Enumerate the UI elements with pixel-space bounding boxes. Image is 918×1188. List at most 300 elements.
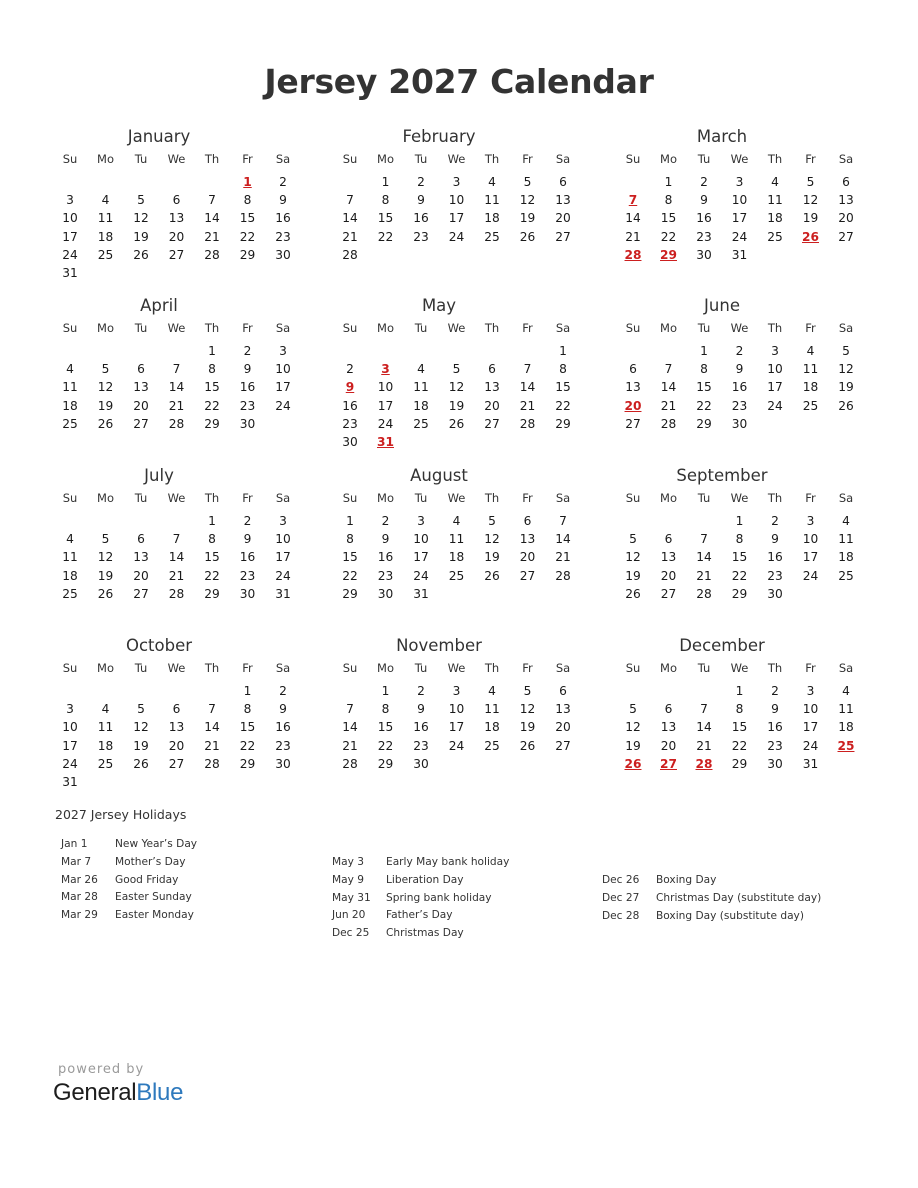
- day-cell: 15: [377, 720, 394, 735]
- day-cell: 19: [838, 380, 854, 395]
- day-cell: 11: [97, 211, 114, 226]
- weekday-header: Mo: [377, 321, 394, 335]
- weekday-header: Tu: [697, 661, 711, 675]
- day-cell: 19: [97, 568, 114, 583]
- day-cell: 2: [243, 344, 252, 358]
- weekday-header: Mo: [660, 661, 677, 675]
- day-cell: 30: [767, 756, 783, 771]
- weekday-header: We: [730, 321, 749, 335]
- day-cell: 18: [838, 720, 854, 735]
- day-cell: 18: [413, 398, 429, 413]
- weekday-header: Tu: [414, 661, 428, 675]
- day-cell: 15: [239, 720, 256, 735]
- day-cell: 12: [133, 211, 149, 226]
- weekday-header: Mo: [377, 661, 394, 675]
- holiday-name: Christmas Day: [386, 927, 464, 940]
- day-cell: 10: [731, 193, 748, 208]
- day-cell: 13: [484, 380, 500, 395]
- day-cell: 17: [275, 550, 291, 565]
- holiday-day-cell: 1: [243, 175, 252, 189]
- day-cell: 27: [133, 586, 149, 601]
- day-cell: 11: [62, 380, 78, 395]
- day-cell: 20: [519, 550, 536, 565]
- day-cell: 13: [625, 380, 641, 395]
- day-cell: 14: [625, 211, 641, 226]
- day-cell: 15: [696, 380, 712, 395]
- day-cell: 7: [172, 362, 181, 377]
- day-cell: 29: [239, 247, 256, 262]
- day-cell: 14: [204, 211, 220, 226]
- day-cell: 21: [342, 738, 358, 753]
- day-cell: 3: [452, 175, 461, 189]
- day-cell: 21: [519, 398, 536, 413]
- day-cell: 26: [97, 416, 114, 431]
- powered-by-text: powered by: [58, 1062, 145, 1077]
- day-cell: 31: [802, 756, 819, 771]
- day-cell: 10: [377, 380, 394, 395]
- day-cell: 5: [806, 175, 815, 189]
- holiday-name: Spring bank holiday: [386, 891, 492, 904]
- day-cell: 4: [66, 532, 74, 547]
- day-cell: 23: [342, 416, 358, 431]
- weekday-header: Mo: [660, 321, 677, 335]
- day-cell: 25: [62, 416, 78, 431]
- day-cell: 12: [484, 532, 500, 547]
- day-cell: 1: [664, 175, 673, 189]
- day-cell: 22: [239, 738, 256, 753]
- day-cell: 12: [97, 380, 114, 395]
- day-cell: 6: [842, 175, 850, 189]
- day-cell: 2: [700, 175, 708, 189]
- day-cell: 2: [346, 362, 354, 377]
- day-cell: 1: [700, 344, 708, 358]
- holiday-day-cell: 25: [837, 738, 855, 753]
- weekday-header: Fr: [805, 152, 816, 166]
- day-cell: 16: [342, 398, 358, 413]
- holiday-name: Good Friday: [115, 873, 179, 886]
- day-cell: 9: [243, 532, 252, 547]
- day-cell: 8: [700, 362, 708, 377]
- day-cell: 18: [484, 720, 500, 735]
- day-cell: 28: [696, 586, 712, 601]
- day-cell: 7: [346, 702, 354, 717]
- weekday-header: Su: [62, 661, 78, 675]
- day-cell: 9: [417, 702, 425, 717]
- day-cell: 12: [519, 193, 536, 208]
- weekday-header: Sa: [555, 491, 571, 505]
- weekday-header: Mo: [97, 661, 114, 675]
- holiday-name: Father’s Day: [386, 909, 453, 922]
- day-cell: 5: [452, 362, 461, 377]
- weekday-header: Sa: [838, 321, 854, 335]
- day-cell: 14: [342, 211, 358, 226]
- day-cell: 21: [342, 229, 358, 244]
- day-cell: 17: [448, 720, 465, 735]
- day-cell: 24: [62, 756, 78, 771]
- holiday-day-cell: 3: [381, 362, 390, 377]
- day-cell: 16: [731, 380, 748, 395]
- day-cell: 10: [802, 702, 819, 717]
- day-cell: 8: [735, 702, 744, 717]
- day-cell: 7: [700, 702, 708, 717]
- day-cell: 6: [523, 514, 532, 528]
- day-cell: 30: [239, 416, 256, 431]
- day-cell: 9: [279, 702, 287, 717]
- day-cell: 16: [413, 211, 429, 226]
- weekday-header: Th: [484, 661, 500, 675]
- day-cell: 10: [62, 211, 78, 226]
- day-cell: 31: [731, 247, 748, 262]
- day-cell: 26: [448, 416, 465, 431]
- day-cell: 10: [802, 532, 819, 547]
- day-cell: 11: [97, 720, 114, 735]
- day-cell: 23: [696, 229, 712, 244]
- day-cell: 22: [204, 568, 220, 583]
- holiday-day-cell: 28: [695, 756, 713, 771]
- day-cell: 14: [696, 550, 712, 565]
- holiday-date: May 9: [332, 873, 365, 886]
- day-cell: 8: [243, 193, 252, 208]
- day-cell: 6: [137, 362, 145, 377]
- day-cell: 21: [555, 550, 571, 565]
- day-cell: 16: [239, 380, 256, 395]
- day-cell: 5: [137, 702, 145, 717]
- day-cell: 5: [101, 532, 110, 547]
- day-cell: 17: [62, 738, 78, 753]
- day-cell: 13: [133, 380, 149, 395]
- weekday-header: Sa: [555, 321, 571, 335]
- day-cell: 25: [97, 756, 114, 771]
- day-cell: 15: [555, 380, 571, 395]
- day-cell: 15: [204, 550, 220, 565]
- day-cell: 31: [275, 586, 291, 601]
- day-cell: 27: [133, 416, 149, 431]
- day-cell: 19: [484, 550, 500, 565]
- day-cell: 17: [802, 720, 819, 735]
- day-cell: 24: [448, 738, 465, 753]
- weekday-header: Tu: [134, 491, 148, 505]
- weekday-header: Fr: [242, 661, 253, 675]
- brand-part-general: General: [53, 1079, 137, 1106]
- day-cell: 22: [696, 398, 712, 413]
- day-cell: 23: [239, 398, 256, 413]
- day-cell: 27: [660, 586, 677, 601]
- day-cell: 24: [413, 568, 429, 583]
- day-cell: 27: [519, 568, 536, 583]
- day-cell: 24: [802, 568, 819, 583]
- month-name: May: [421, 296, 457, 315]
- weekday-header: Su: [62, 152, 78, 166]
- day-cell: 20: [660, 738, 677, 753]
- day-cell: 1: [559, 344, 567, 358]
- day-cell: 3: [452, 684, 461, 698]
- weekday-header: We: [447, 321, 466, 335]
- day-cell: 19: [133, 229, 149, 244]
- day-cell: 17: [377, 398, 394, 413]
- day-cell: 10: [413, 532, 429, 547]
- day-cell: 31: [62, 775, 78, 789]
- weekday-header: Su: [62, 491, 78, 505]
- day-cell: 11: [484, 702, 500, 717]
- holiday-day-cell: 27: [660, 756, 677, 771]
- month-name: July: [144, 466, 174, 485]
- day-cell: 23: [239, 568, 256, 583]
- weekday-header: We: [447, 152, 466, 166]
- day-cell: 3: [279, 514, 287, 528]
- day-cell: 23: [767, 568, 783, 583]
- weekday-header: Fr: [522, 321, 533, 335]
- weekday-header: Fr: [805, 491, 816, 505]
- day-cell: 11: [448, 532, 465, 547]
- day-cell: 20: [484, 398, 500, 413]
- day-cell: 28: [555, 568, 571, 583]
- day-cell: 16: [377, 550, 394, 565]
- day-cell: 28: [168, 586, 185, 601]
- day-cell: 22: [555, 398, 571, 413]
- holiday-day-cell: 31: [377, 435, 394, 449]
- day-cell: 12: [133, 720, 149, 735]
- day-cell: 3: [66, 193, 74, 208]
- day-cell: 20: [555, 720, 571, 735]
- day-cell: 25: [484, 229, 500, 244]
- day-cell: 14: [660, 380, 677, 395]
- day-cell: 1: [735, 514, 744, 528]
- day-cell: 16: [413, 720, 429, 735]
- day-cell: 30: [413, 756, 429, 771]
- weekday-header: Fr: [522, 152, 533, 166]
- weekday-header: Fr: [242, 491, 253, 505]
- day-cell: 3: [279, 344, 287, 358]
- day-cell: 22: [731, 738, 748, 753]
- day-cell: 24: [448, 229, 465, 244]
- day-cell: 13: [168, 211, 185, 226]
- day-cell: 28: [342, 756, 358, 771]
- holiday-date: Mar 26: [61, 873, 98, 886]
- holiday-date: Dec 28: [602, 909, 640, 922]
- day-cell: 27: [168, 247, 185, 262]
- day-cell: 29: [731, 756, 748, 771]
- day-cell: 10: [448, 193, 465, 208]
- weekday-header: Su: [625, 661, 641, 675]
- weekday-header: We: [167, 152, 186, 166]
- holiday-day-cell: 26: [802, 229, 819, 244]
- day-cell: 18: [484, 211, 500, 226]
- day-cell: 29: [555, 416, 571, 431]
- holiday-date: Dec 27: [602, 891, 640, 904]
- day-cell: 18: [838, 550, 854, 565]
- weekday-header: Fr: [805, 661, 816, 675]
- day-cell: 22: [204, 398, 220, 413]
- weekday-header: We: [730, 661, 749, 675]
- day-cell: 24: [377, 416, 394, 431]
- day-cell: 17: [62, 229, 78, 244]
- weekday-header: Th: [767, 491, 783, 505]
- weekday-header: We: [730, 152, 749, 166]
- day-cell: 31: [413, 586, 429, 601]
- day-cell: 12: [448, 380, 465, 395]
- day-cell: 27: [555, 738, 571, 753]
- day-cell: 24: [275, 398, 291, 413]
- holidays-title: 2027 Jersey Holidays: [55, 807, 187, 822]
- day-cell: 14: [555, 532, 571, 547]
- day-cell: 19: [133, 738, 149, 753]
- day-cell: 1: [208, 514, 216, 528]
- day-cell: 21: [204, 229, 220, 244]
- day-cell: 11: [767, 193, 783, 208]
- day-cell: 26: [519, 229, 536, 244]
- holiday-date: May 3: [332, 856, 365, 868]
- day-cell: 30: [767, 586, 783, 601]
- holiday-name: Boxing Day (substitute day): [656, 909, 804, 922]
- day-cell: 26: [838, 398, 854, 413]
- day-cell: 18: [448, 550, 465, 565]
- weekday-header: We: [730, 491, 749, 505]
- weekday-header: Tu: [134, 321, 148, 335]
- month-name: October: [125, 636, 193, 655]
- weekday-header: Mo: [97, 491, 114, 505]
- weekday-header: Fr: [805, 321, 816, 335]
- day-cell: 5: [523, 684, 532, 698]
- holiday-date: Jun 20: [332, 909, 366, 922]
- day-cell: 18: [802, 380, 819, 395]
- day-cell: 10: [275, 532, 291, 547]
- day-cell: 11: [413, 380, 429, 395]
- day-cell: 5: [137, 193, 145, 208]
- day-cell: 1: [208, 344, 216, 358]
- day-cell: 23: [377, 568, 394, 583]
- month-name: February: [402, 127, 476, 146]
- day-cell: 7: [208, 193, 216, 208]
- month-name: June: [704, 296, 740, 315]
- day-cell: 30: [731, 416, 748, 431]
- day-cell: 26: [625, 586, 641, 601]
- weekday-header: Su: [342, 661, 358, 675]
- day-cell: 23: [275, 738, 291, 753]
- day-cell: 16: [239, 550, 256, 565]
- day-cell: 4: [771, 175, 779, 189]
- weekday-header: Mo: [660, 491, 677, 505]
- day-cell: 18: [62, 568, 78, 583]
- day-cell: 14: [204, 720, 220, 735]
- day-cell: 22: [342, 568, 358, 583]
- day-cell: 2: [735, 344, 744, 358]
- day-cell: 21: [625, 229, 641, 244]
- day-cell: 23: [731, 398, 748, 413]
- day-cell: 4: [806, 344, 815, 358]
- day-cell: 25: [838, 568, 854, 583]
- holiday-name: Liberation Day: [386, 873, 464, 886]
- day-cell: 26: [484, 568, 500, 583]
- day-cell: 8: [381, 193, 390, 208]
- day-cell: 10: [767, 362, 783, 377]
- day-cell: 11: [838, 532, 854, 547]
- day-cell: 25: [97, 247, 114, 262]
- generalblue-logo[interactable]: [53, 1079, 183, 1107]
- day-cell: 28: [660, 416, 677, 431]
- day-cell: 22: [377, 738, 394, 753]
- day-cell: 18: [767, 211, 783, 226]
- day-cell: 4: [842, 514, 850, 528]
- day-cell: 8: [735, 532, 744, 547]
- day-cell: 10: [275, 362, 291, 377]
- day-cell: 27: [555, 229, 571, 244]
- weekday-header: Sa: [838, 491, 854, 505]
- day-cell: 14: [168, 550, 185, 565]
- day-cell: 1: [381, 175, 390, 189]
- day-cell: 17: [802, 550, 819, 565]
- weekday-header: Sa: [838, 661, 854, 675]
- weekday-header: Th: [204, 491, 220, 505]
- weekday-header: Th: [767, 661, 783, 675]
- day-cell: 5: [101, 362, 110, 377]
- weekday-header: Su: [625, 152, 641, 166]
- day-cell: 8: [208, 362, 216, 377]
- month-name: March: [696, 127, 748, 146]
- weekday-header: Tu: [697, 491, 711, 505]
- day-cell: 18: [97, 229, 114, 244]
- month-name: August: [410, 466, 468, 485]
- holiday-day-cell: 20: [624, 398, 642, 413]
- day-cell: 8: [346, 532, 354, 547]
- day-cell: 3: [735, 175, 744, 189]
- day-cell: 12: [97, 550, 114, 565]
- day-cell: 4: [452, 514, 461, 528]
- weekday-header: Th: [484, 321, 500, 335]
- weekday-header: Su: [342, 491, 358, 505]
- day-cell: 1: [735, 684, 744, 698]
- weekday-header: Mo: [377, 491, 394, 505]
- weekday-header: Tu: [134, 152, 148, 166]
- day-cell: 15: [239, 211, 256, 226]
- day-cell: 2: [243, 514, 252, 528]
- day-cell: 15: [731, 720, 748, 735]
- day-cell: 5: [629, 702, 637, 717]
- weekday-header: Sa: [555, 152, 571, 166]
- weekday-header: We: [167, 661, 186, 675]
- holiday-name: New Year’s Day: [115, 838, 198, 850]
- day-cell: 12: [802, 193, 819, 208]
- day-cell: 2: [417, 175, 425, 189]
- day-cell: 24: [275, 568, 291, 583]
- day-cell: 9: [417, 193, 425, 208]
- day-cell: 20: [555, 211, 571, 226]
- day-cell: 5: [488, 514, 496, 528]
- day-cell: 29: [696, 416, 712, 431]
- day-cell: 13: [838, 193, 854, 208]
- day-cell: 2: [417, 684, 425, 698]
- holiday-day-cell: 7: [628, 193, 638, 208]
- day-cell: 20: [838, 211, 854, 226]
- day-cell: 7: [208, 702, 216, 717]
- weekday-header: Th: [204, 661, 220, 675]
- day-cell: 25: [62, 586, 78, 601]
- day-cell: 29: [731, 586, 748, 601]
- day-cell: 23: [275, 229, 291, 244]
- day-cell: 22: [731, 568, 748, 583]
- day-cell: 16: [767, 550, 783, 565]
- holiday-date: Dec 25: [332, 927, 370, 940]
- day-cell: 28: [519, 416, 536, 431]
- day-cell: 3: [806, 684, 815, 698]
- weekday-header: Su: [62, 321, 78, 335]
- day-cell: 30: [275, 756, 291, 771]
- day-cell: 26: [519, 738, 536, 753]
- day-cell: 15: [660, 211, 677, 226]
- weekday-header: Su: [625, 321, 641, 335]
- month-name: September: [676, 466, 768, 485]
- weekday-header: Th: [767, 152, 783, 166]
- day-cell: 18: [62, 398, 78, 413]
